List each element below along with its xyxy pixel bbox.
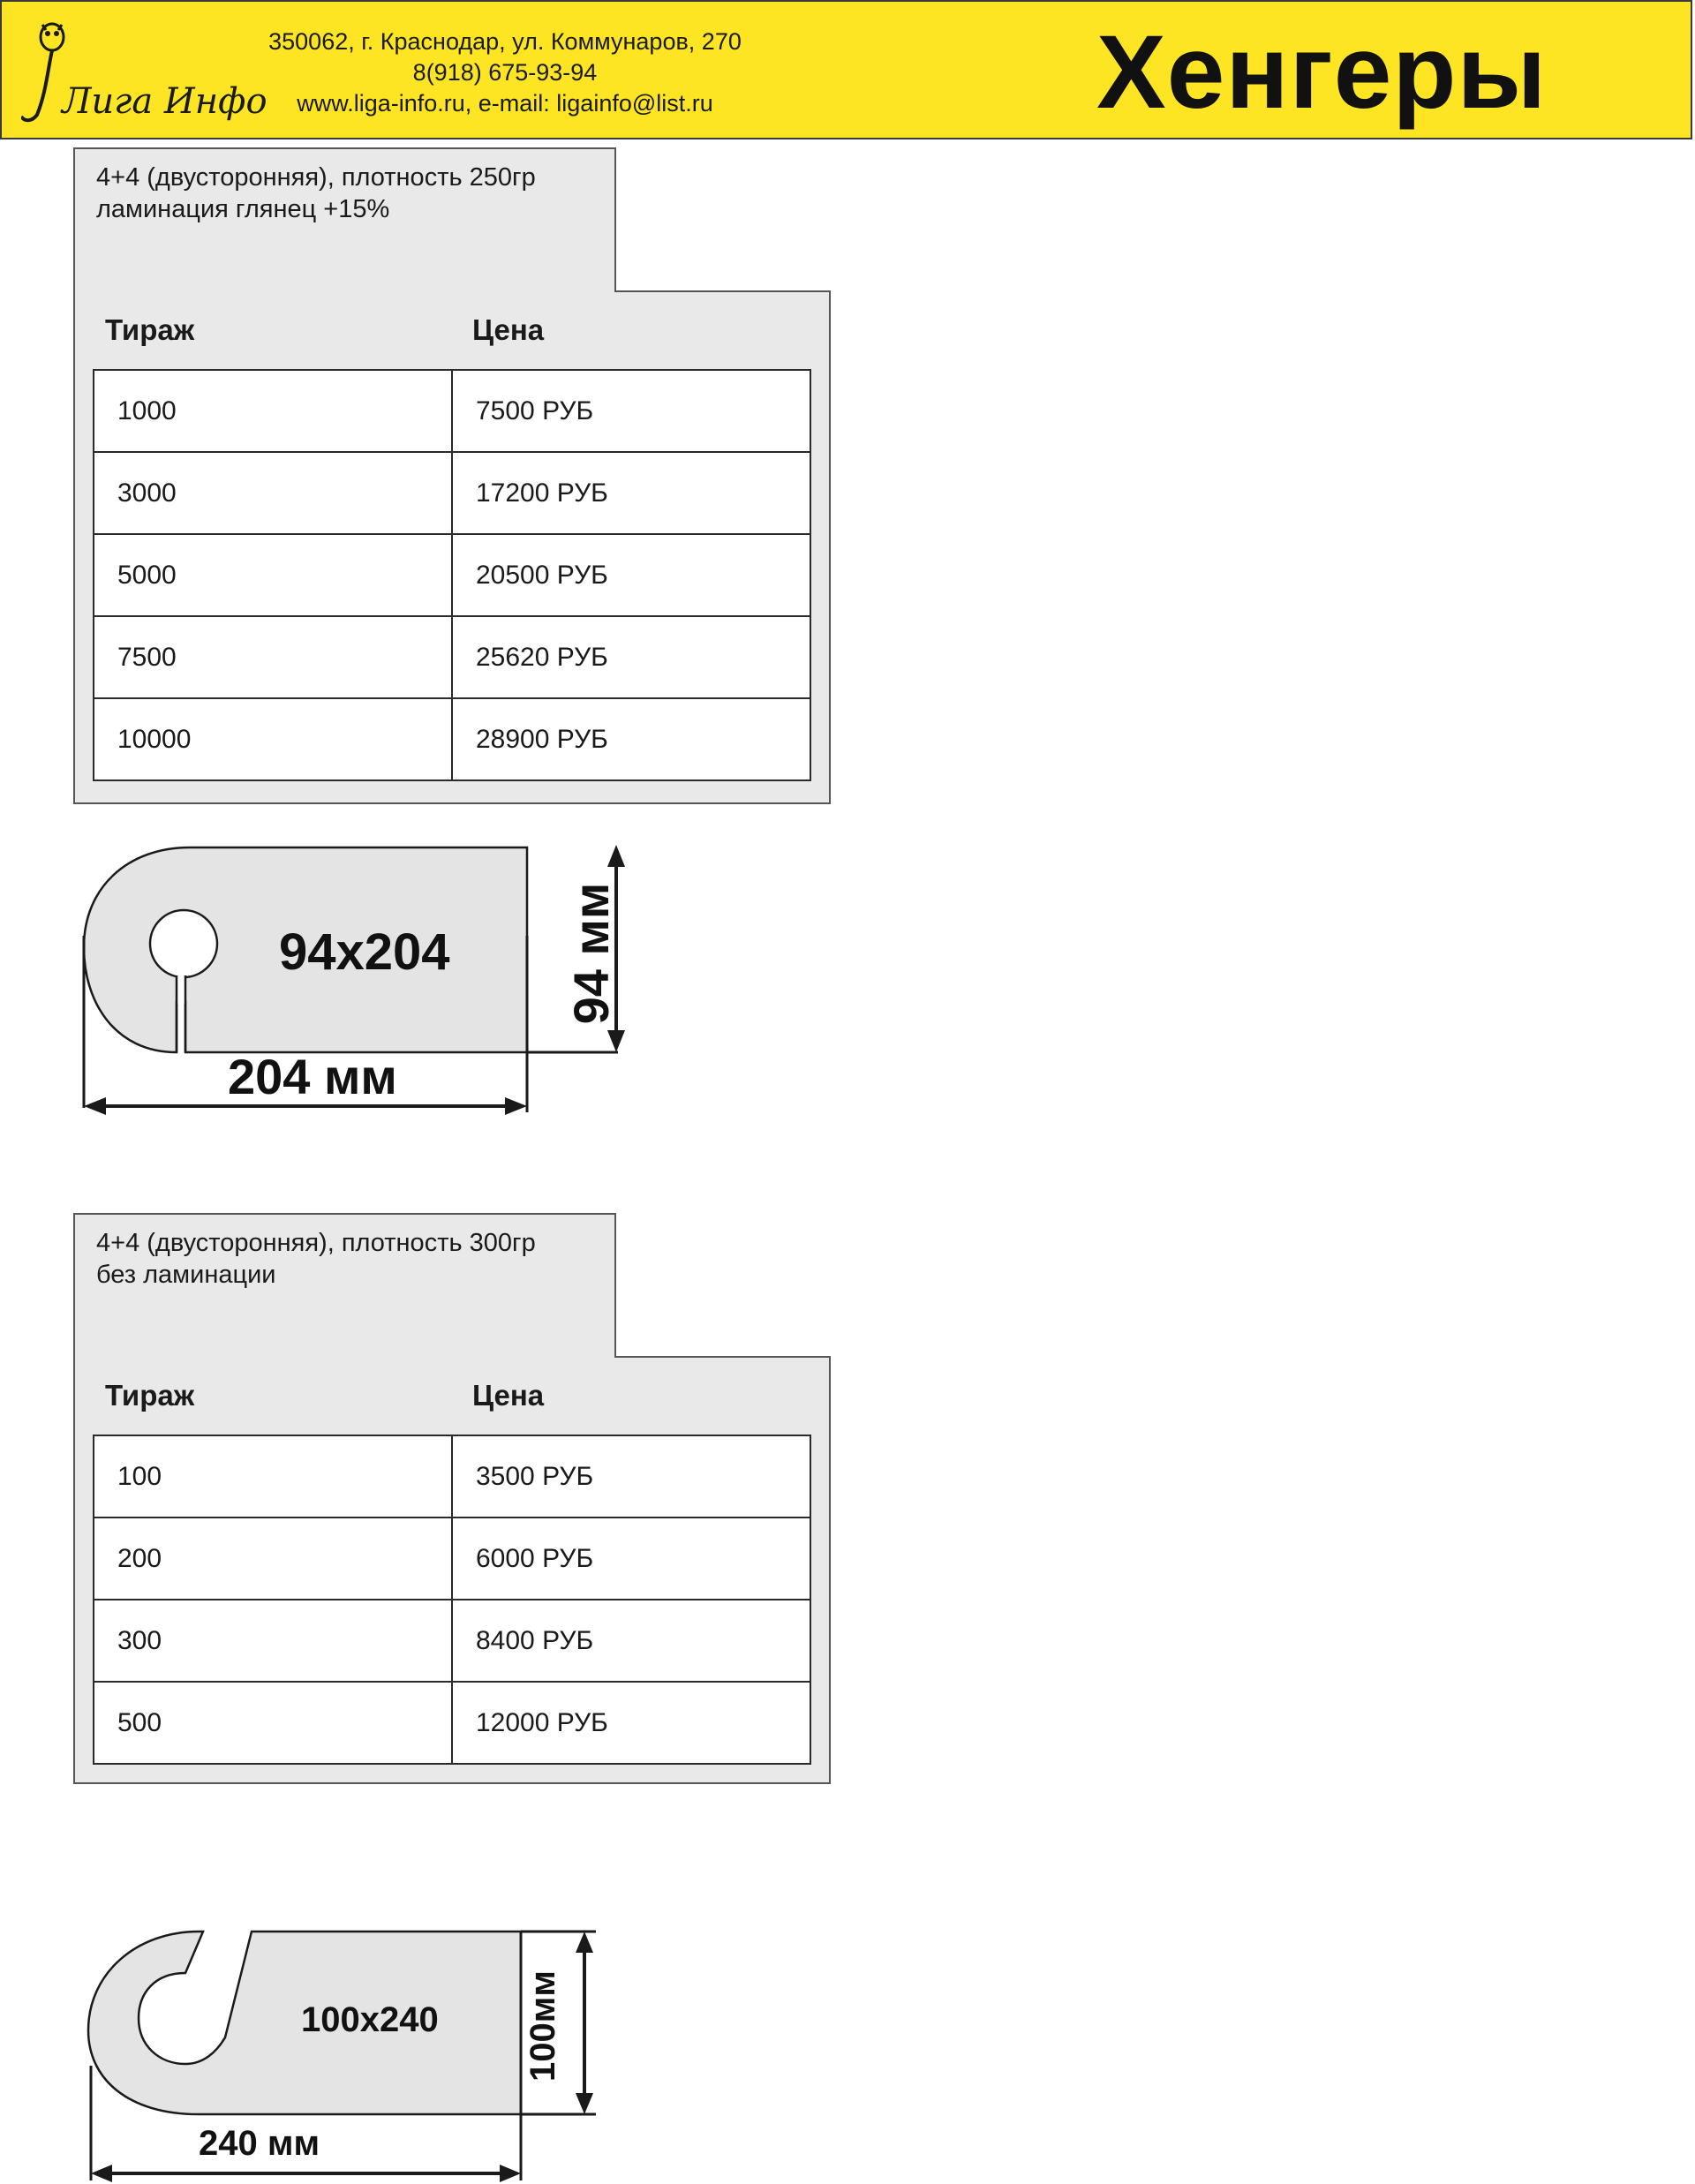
column-header-qty: Тираж — [105, 313, 195, 346]
table-row — [94, 616, 810, 698]
column-header-qty: Тираж — [105, 1379, 195, 1412]
table-row — [94, 1682, 810, 1764]
qty-cell: 5000 — [94, 534, 452, 616]
height-label: 100мм — [524, 1970, 562, 2082]
hanger-diagram-1 — [79, 843, 644, 1126]
price-cell: 3500 РУБ — [452, 1435, 810, 1518]
price-cell: 28900 РУБ — [452, 698, 810, 780]
price-cell: 6000 РУБ — [452, 1518, 810, 1600]
size-label: 100x240 — [301, 2000, 439, 2039]
price-cell: 7500 РУБ — [452, 370, 810, 452]
page-title: Хенгеры — [1096, 14, 1548, 131]
table-row — [94, 1600, 810, 1682]
width-label: 204 мм — [228, 1049, 397, 1104]
contact-block — [240, 26, 770, 119]
qty-cell: 1000 — [94, 370, 452, 452]
phone-text: 8(918) 675-93-94 — [412, 59, 598, 86]
logo-text: Лига Инфо — [62, 81, 267, 122]
qty-cell: 7500 — [94, 616, 452, 698]
note-line: без ламинации — [96, 1261, 276, 1289]
panel-2-note — [96, 1227, 536, 1291]
header-banner — [0, 0, 1692, 139]
price-table-2 — [93, 1435, 811, 1765]
note-line: 4+4 (двусторонняя), плотность 300гр — [96, 1229, 536, 1257]
price-cell: 17200 РУБ — [452, 452, 810, 534]
qty-cell: 3000 — [94, 452, 452, 534]
price-cell: 25620 РУБ — [452, 616, 810, 698]
qty-cell: 500 — [94, 1682, 452, 1764]
price-panel-2 — [73, 1213, 832, 1787]
height-label: 94 мм — [563, 882, 619, 1025]
note-line: ламинация глянец +15% — [96, 195, 390, 223]
table-row — [94, 370, 810, 452]
price-table-1 — [93, 369, 811, 781]
price-cell: 8400 РУБ — [452, 1600, 810, 1682]
logo — [21, 18, 267, 128]
table-row — [94, 1435, 810, 1518]
width-label: 240 мм — [199, 2124, 320, 2163]
hanger-diagram-2 — [84, 1924, 614, 2180]
size-label: 94x204 — [279, 923, 450, 981]
price-cell: 20500 РУБ — [452, 534, 810, 616]
table-row — [94, 698, 810, 780]
table-row — [94, 1518, 810, 1600]
note-line: 4+4 (двусторонняя), плотность 250гр — [96, 163, 536, 192]
price-cell: 12000 РУБ — [452, 1682, 810, 1764]
panel-1-note — [96, 162, 536, 225]
column-header-price: Цена — [472, 1379, 545, 1412]
address-text: 350062, г. Краснодар, ул. Коммунаров, 270 — [268, 28, 742, 55]
qty-cell: 200 — [94, 1518, 452, 1600]
table-row — [94, 534, 810, 616]
qty-cell: 100 — [94, 1435, 452, 1518]
price-panel-1 — [73, 147, 832, 805]
web-email-text[interactable]: www.liga-info.ru, e-mail: ligainfo@list.ru — [297, 90, 713, 117]
qty-cell: 10000 — [94, 698, 452, 780]
qty-cell: 300 — [94, 1600, 452, 1682]
table-row — [94, 452, 810, 534]
column-header-price: Цена — [472, 313, 545, 346]
